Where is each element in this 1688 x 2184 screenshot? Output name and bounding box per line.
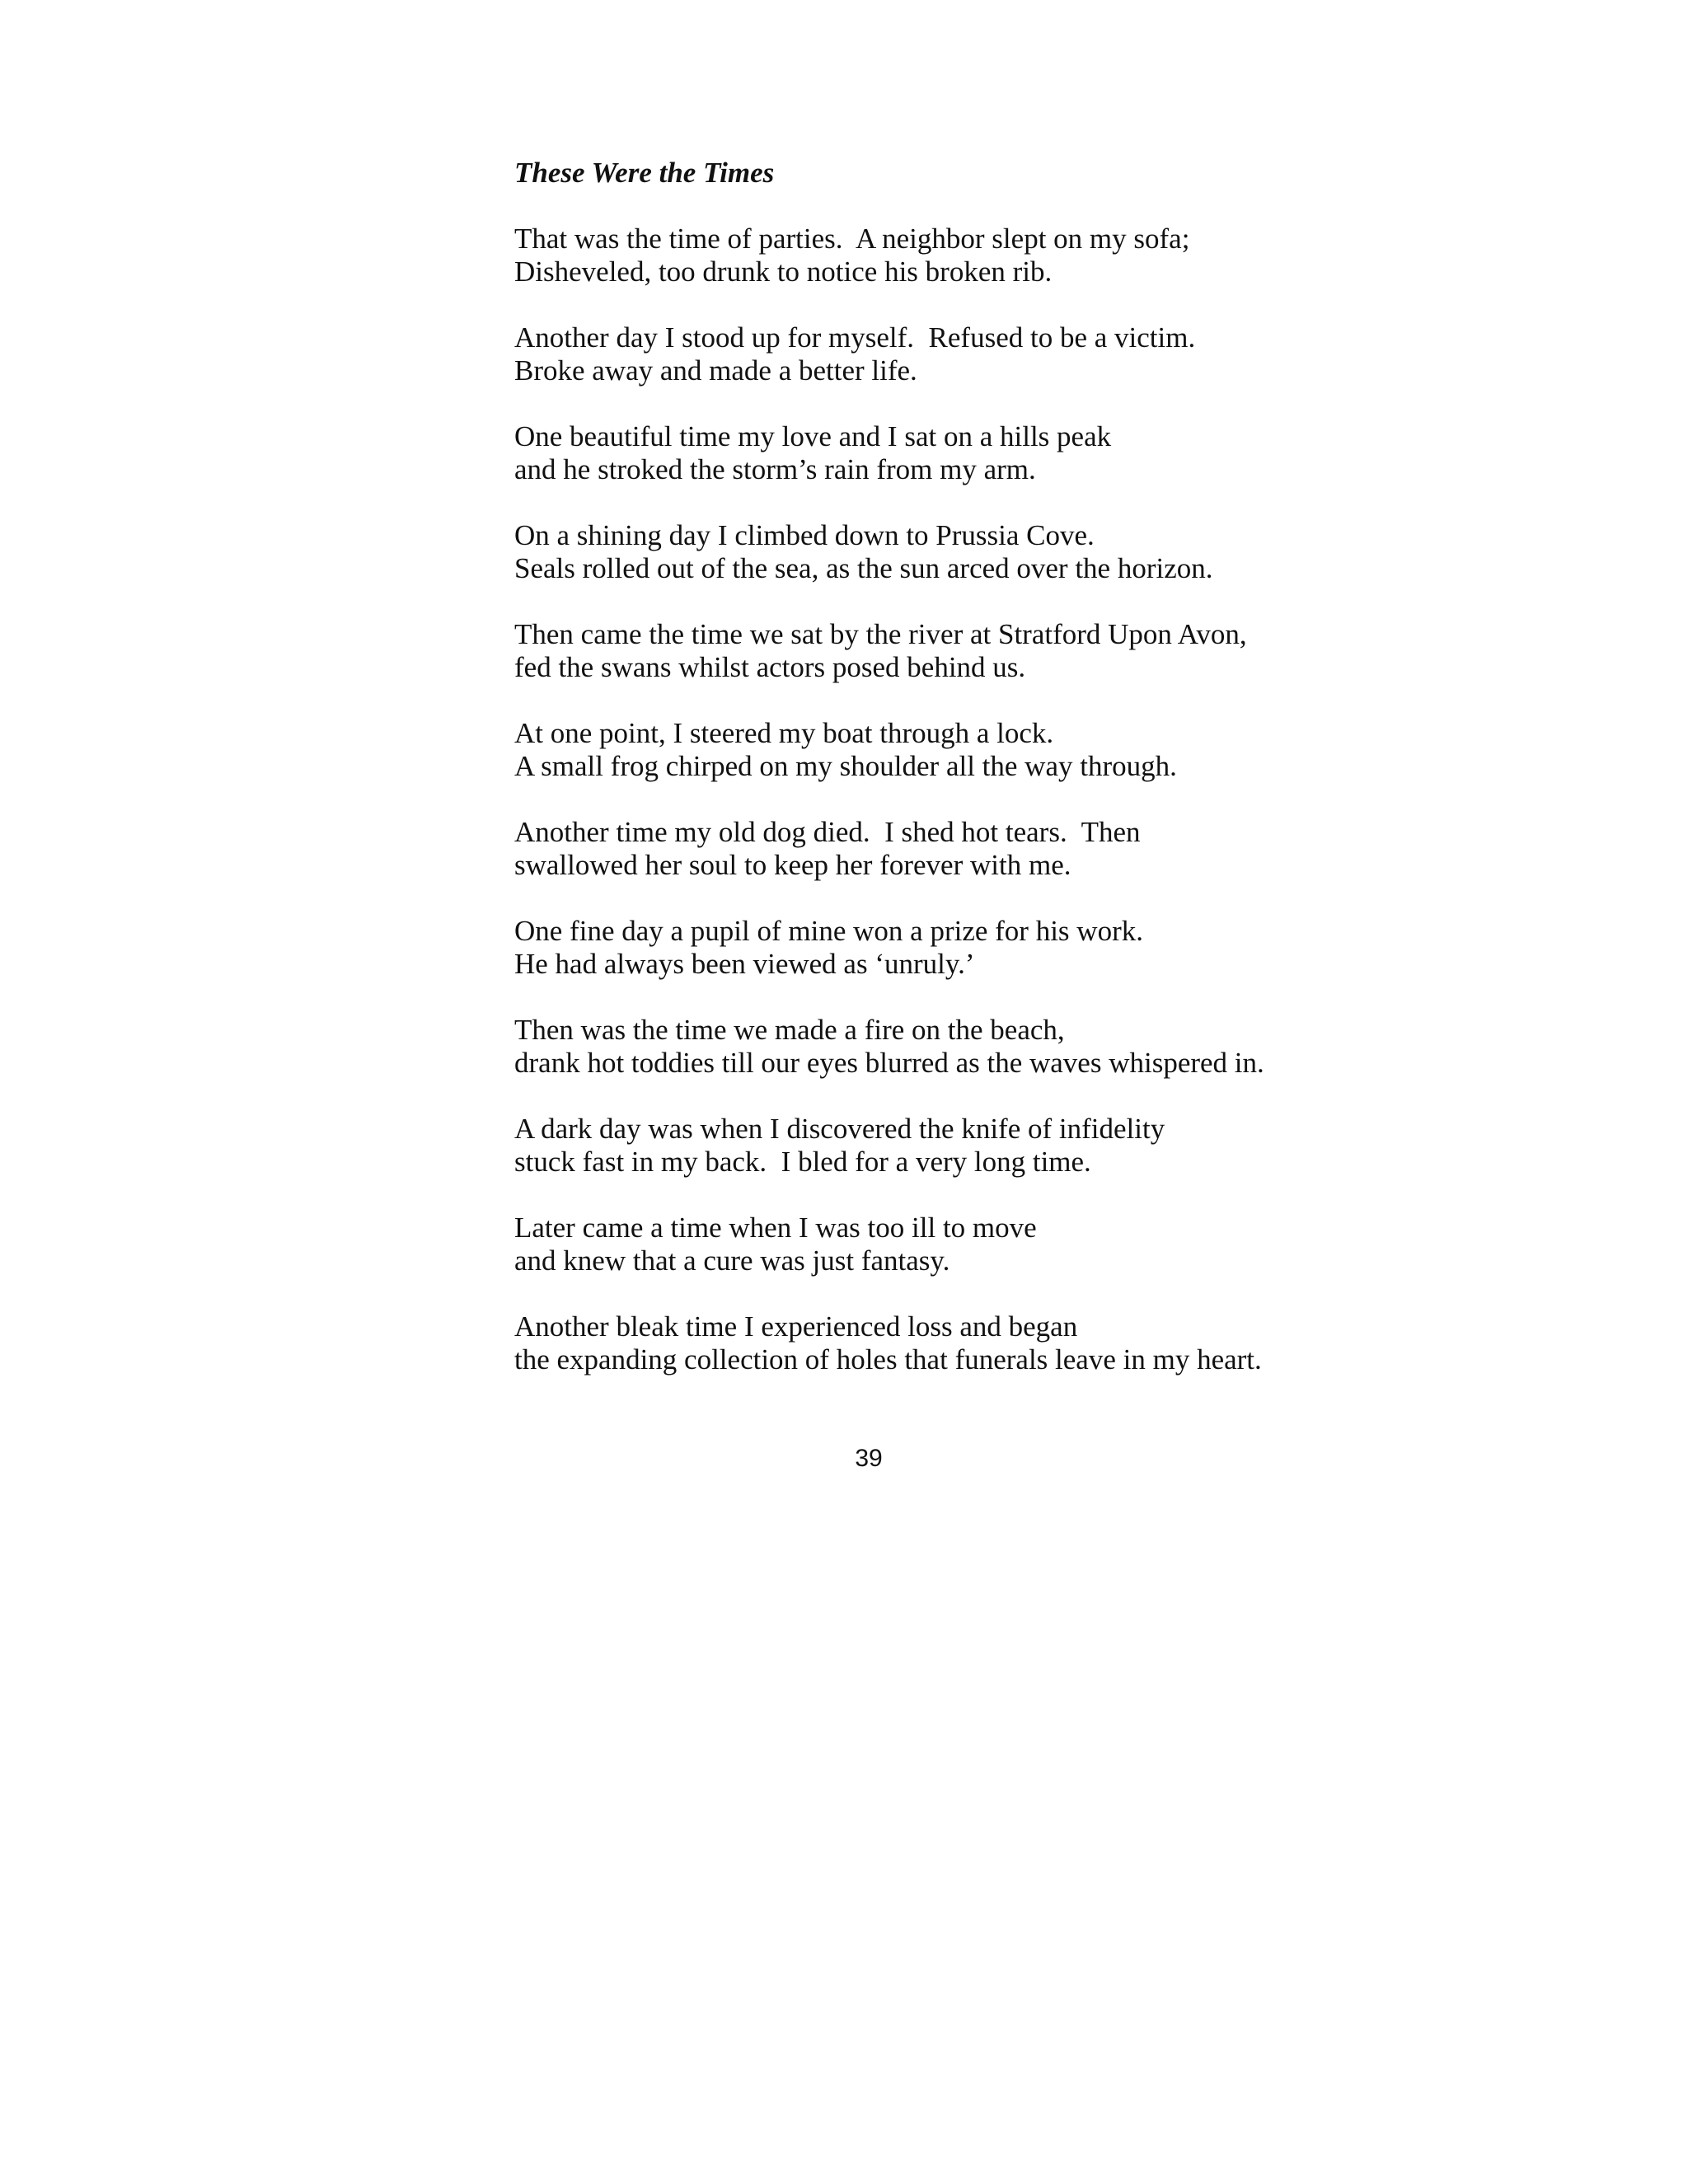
poem-line: the expanding collection of holes that funerals leave in my heart. (514, 1343, 1262, 1376)
poem-line: One fine day a pupil of mine won a prize for his work. (514, 915, 1143, 947)
stanza (514, 915, 1339, 981)
poem-line: A dark day was when I discovered the knife of infidelity (514, 1113, 1165, 1145)
stanza (514, 420, 1339, 486)
poem-line: drank hot toddies till our eyes blurred as the waves whispered in. (514, 1047, 1264, 1079)
poem-line: At one point, I steered my boat through a lock. (514, 717, 1054, 749)
stanza (514, 1212, 1339, 1277)
page-number: 39 (855, 1445, 883, 1472)
poem-line: Broke away and made a better life. (514, 354, 917, 387)
poem-line: Another bleak time I experienced loss and began (514, 1310, 1078, 1343)
stanza (514, 1113, 1339, 1179)
poem-line: swallowed her soul to keep her forever with me. (514, 849, 1071, 881)
stanza (514, 618, 1339, 684)
poem-line: Seals rolled out of the sea, as the sun arced over the horizon. (514, 552, 1213, 584)
poem-line: That was the time of parties. A neighbor slept on my sofa; (514, 223, 1190, 255)
stanza (514, 717, 1339, 783)
poem-line: On a shining day I climbed down to Prussia Cove. (514, 519, 1095, 551)
poem-line: Later came a time when I was too ill to move (514, 1212, 1037, 1244)
poem-line: A small frog chirped on my shoulder all the way through. (514, 750, 1177, 782)
poem-line: Another day I stood up for myself. Refused to be a victim. (514, 321, 1196, 354)
stanza (514, 321, 1339, 387)
poem-line: Then came the time we sat by the river at Stratford Upon Avon, (514, 618, 1247, 650)
poem (514, 157, 1339, 1409)
poem-line: and he stroked the storm’s rain from my arm. (514, 453, 1036, 485)
poem-line: stuck fast in my back. I bled for a very long time. (514, 1146, 1091, 1178)
stanza (514, 1014, 1339, 1080)
poem-line: One beautiful time my love and I sat on a hills peak (514, 420, 1112, 452)
stanza (514, 816, 1339, 882)
poem-line: fed the swans whilst actors posed behind us. (514, 651, 1026, 683)
poem-line: Disheveled, too drunk to notice his broken rib. (514, 255, 1053, 288)
stanza (514, 223, 1339, 288)
poem-line: He had always been viewed as ‘unruly.’ (514, 948, 975, 980)
poem-line: Then was the time we made a fire on the beach, (514, 1014, 1065, 1046)
poem-title: These Were the Times (514, 157, 775, 189)
stanza (514, 1310, 1339, 1376)
poem-line: Another time my old dog died. I shed hot tears. Then (514, 816, 1141, 848)
poem-line: and knew that a cure was just fantasy. (514, 1244, 950, 1277)
stanza (514, 519, 1339, 585)
